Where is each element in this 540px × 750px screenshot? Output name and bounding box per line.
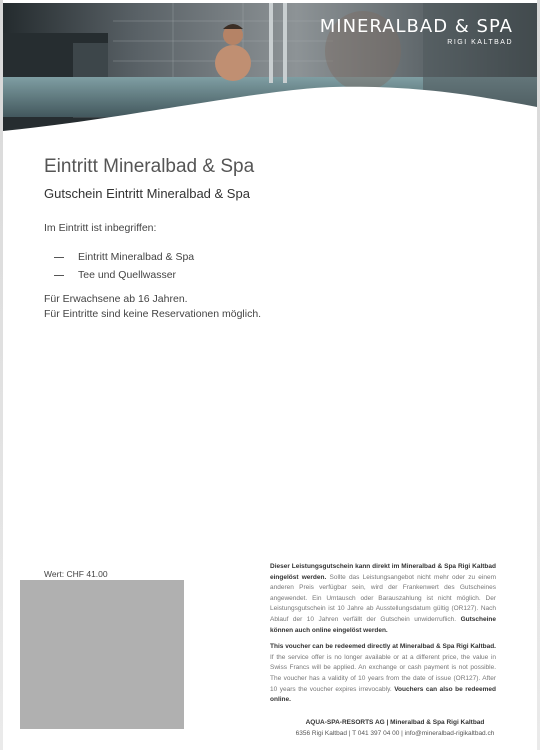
dash-bullet-icon (54, 275, 64, 276)
terms-en-text: If the service offer is no longer available or at a different price, the value in Swiss Francs will be applied. An exchange or cash payment is not possible. The voucher has a validity of 10 years from the date of issue (OR127). After 10 years the voucher expires irrevocably. (270, 653, 496, 693)
conditions-text (44, 292, 261, 322)
logo-place: RIGI KALTBAD (447, 39, 513, 46)
included-intro: Im Eintritt ist inbegriffen: (44, 222, 157, 234)
terms-german (270, 562, 496, 636)
redacted-code-area (20, 580, 184, 729)
logo-name: MINERALBAD & SPA (319, 16, 513, 37)
footer-company: AQUA-SPA-RESORTS AG | Mineralbad & Spa Rigi Kaltbad (305, 719, 485, 726)
included-list (44, 248, 194, 284)
terms-de-bold-1: Dieser Leistungsgutschein kann direkt im Mineralbad & Spa Rigi Kaltbad eingelöst werden. (270, 563, 496, 581)
age-note: Für Erwachsene ab 16 Jahren. (44, 293, 188, 305)
voucher-title: Eintritt Mineralbad & Spa (44, 156, 255, 177)
terms-de-bold-2: Gutscheine können auch online eingelöst werden. (270, 615, 496, 634)
included-item-label: Tee und Quellwasser (78, 269, 177, 281)
voucher-subtitle: Gutschein Eintritt Mineralbad & Spa (44, 186, 250, 201)
dash-bullet-icon (54, 257, 64, 258)
mineralbad-spa-logo (320, 17, 513, 46)
terms-en-bold-1: This voucher can be redeemed directly at Mineralbad & Spa Rigi Kaltbad. (270, 643, 496, 651)
footer-contact (270, 717, 520, 739)
list-item (44, 266, 194, 284)
included-item-label: Eintritt Mineralbad & Spa (78, 251, 195, 263)
footer-address: 6356 Rigi Kaltbad | T 041 397 04 00 | info@mineralbad-rigikaltbad.ch (295, 730, 495, 737)
terms-de-text: Sollte das Leistungsangebot nicht mehr oder zu einem anderen Preis verfügbar sein, wird der Frankenwert des Gutscheines angewendet. Ein Umtausch oder Barauszahlung ist nicht möglich. Der Leistungsgutschein ist 10 Jahre ab Ausstellungsdatum gültig (OR127). Nach Ablauf der 10 Jahren verfällt der Gutschein unwiderruflich. (270, 573, 497, 623)
terms-en-bold-2: Vouchers can also be redeemed online. (270, 685, 496, 704)
list-item (44, 248, 194, 266)
reservation-note: Für Eintritte sind keine Reservationen möglich. (44, 308, 262, 320)
terms-english (270, 642, 496, 706)
terms-block (270, 562, 496, 712)
header-banner-photo (3, 3, 537, 143)
voucher-value: Wert: CHF 41.00 (44, 569, 108, 579)
